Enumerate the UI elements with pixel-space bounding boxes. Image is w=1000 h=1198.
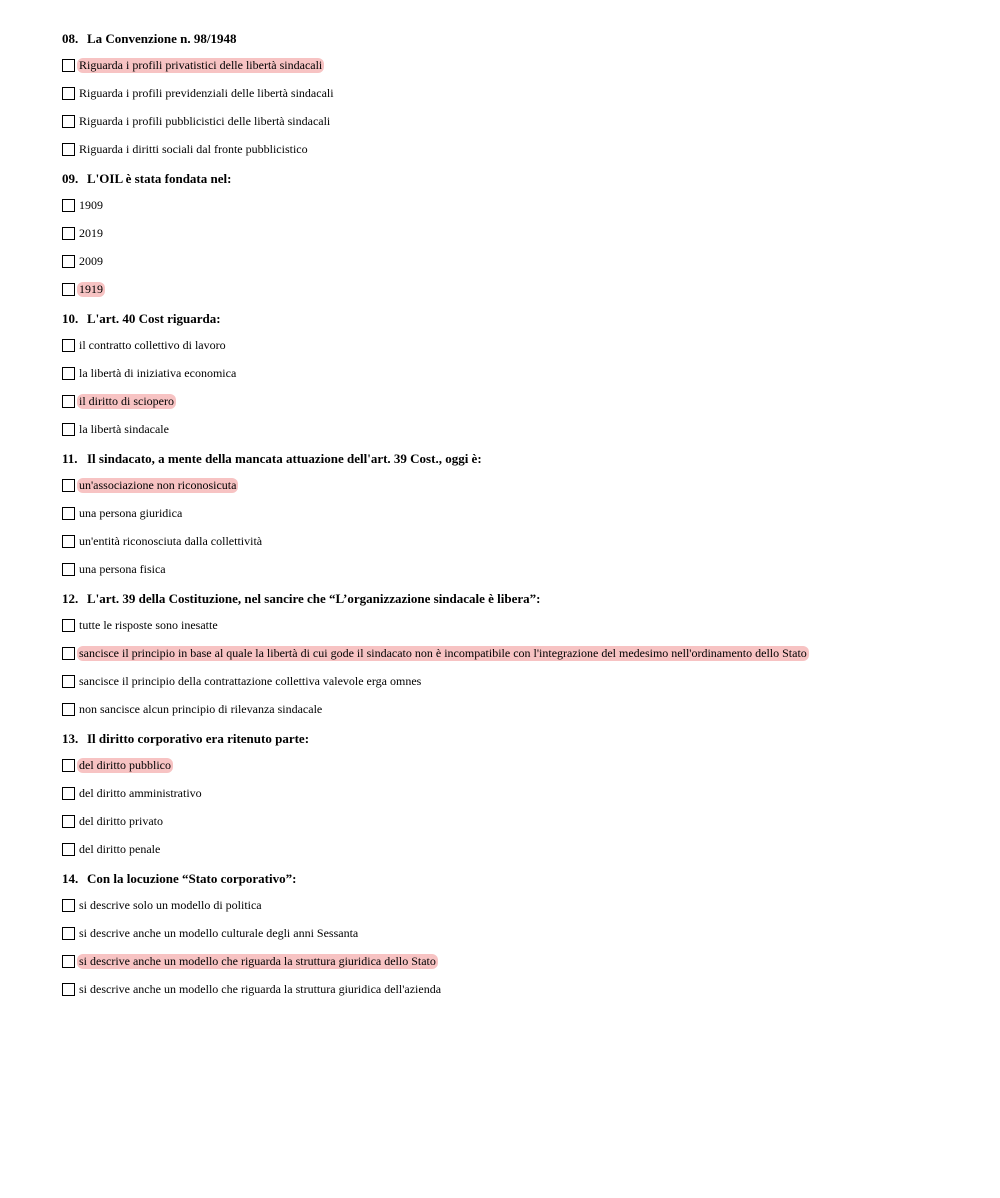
answer-checkbox[interactable] — [62, 255, 75, 268]
answer-label: Riguarda i profili pubblicistici delle libertà sindacali — [79, 114, 331, 128]
answer-checkbox[interactable] — [62, 787, 75, 800]
answer-checkbox[interactable] — [62, 283, 75, 296]
answer-label: si descrive anche un modello culturale degli anni Sessanta — [79, 926, 359, 940]
answer-checkbox[interactable] — [62, 339, 75, 352]
answer-label: la libertà sindacale — [79, 422, 169, 436]
answer-label: non sancisce alcun principio di rilevanza sindacale — [79, 702, 323, 716]
answer-option[interactable] — [62, 252, 962, 271]
question-header — [62, 170, 962, 188]
answer-option[interactable] — [62, 784, 962, 803]
answer-option[interactable] — [62, 812, 962, 831]
answer-checkbox[interactable] — [62, 675, 75, 688]
answer-option[interactable] — [62, 84, 962, 103]
answer-checkbox[interactable] — [62, 983, 75, 996]
question-header — [62, 30, 962, 48]
answer-label: Riguarda i diritti sociali dal fronte pubblicistico — [79, 142, 308, 156]
answer-label: una persona fisica — [79, 562, 166, 576]
answer-label-highlighted: 1919 — [79, 282, 103, 296]
answer-option[interactable] — [62, 420, 962, 439]
answer-option[interactable] — [62, 140, 962, 159]
answer-label: 2009 — [79, 254, 103, 268]
answer-label: sancisce il principio della contrattazione collettiva valevole erga omnes — [79, 674, 422, 688]
question-header — [62, 450, 962, 468]
answer-checkbox[interactable] — [62, 227, 75, 240]
question-text: Con la locuzione “Stato corporativo”: — [87, 871, 297, 886]
answer-option[interactable] — [62, 224, 962, 243]
question-number: 14. — [62, 871, 79, 886]
answer-option[interactable] — [62, 392, 962, 411]
answer-option[interactable] — [62, 280, 962, 299]
answer-option[interactable] — [62, 336, 962, 355]
answer-option[interactable] — [62, 532, 962, 551]
question-header — [62, 730, 962, 748]
answer-option[interactable] — [62, 924, 962, 943]
answer-checkbox[interactable] — [62, 423, 75, 436]
answer-label: 1909 — [79, 198, 103, 212]
question-header — [62, 310, 962, 328]
question-number: 08. — [62, 31, 79, 46]
answer-option[interactable] — [62, 364, 962, 383]
answer-checkbox[interactable] — [62, 647, 75, 660]
answer-option[interactable] — [62, 952, 962, 971]
answer-checkbox[interactable] — [62, 87, 75, 100]
answer-option[interactable] — [62, 504, 962, 523]
answer-label: si descrive anche un modello che riguarda la struttura giuridica dell'azienda — [79, 982, 442, 996]
answer-label-highlighted: un'associazione non riconosicuta — [79, 478, 237, 492]
question-text: L'art. 39 della Costituzione, nel sancire che “L’organizzazione sindacale è libera”: — [87, 591, 541, 606]
answer-option[interactable] — [62, 896, 962, 915]
answer-option[interactable] — [62, 112, 962, 131]
answer-option[interactable] — [62, 616, 962, 635]
answer-label: il contratto collettivo di lavoro — [79, 338, 226, 352]
question-number: 12. — [62, 591, 79, 606]
question-text: Il diritto corporativo era ritenuto parte: — [87, 731, 310, 746]
answer-checkbox[interactable] — [62, 143, 75, 156]
question-header — [62, 590, 962, 608]
question-text: L'art. 40 Cost riguarda: — [87, 311, 221, 326]
question-block — [62, 170, 962, 299]
answer-checkbox[interactable] — [62, 955, 75, 968]
answer-option[interactable] — [62, 476, 962, 495]
answer-checkbox[interactable] — [62, 619, 75, 632]
quiz-list — [62, 30, 962, 1010]
question-block — [62, 870, 962, 999]
answer-checkbox[interactable] — [62, 703, 75, 716]
answer-label: 2019 — [79, 226, 103, 240]
answer-option[interactable] — [62, 196, 962, 215]
answer-label-highlighted: Riguarda i profili privatistici delle libertà sindacali — [79, 58, 323, 72]
answer-label-highlighted: sancisce il principio in base al quale la libertà di cui gode il sindacato non è incompatibile con l'integrazione del medesimo nell'ordinamento dello Stato — [79, 646, 807, 660]
answer-checkbox[interactable] — [62, 563, 75, 576]
answer-checkbox[interactable] — [62, 367, 75, 380]
answer-option[interactable] — [62, 756, 962, 775]
answer-checkbox[interactable] — [62, 479, 75, 492]
answer-label: Riguarda i profili previdenziali delle libertà sindacali — [79, 86, 334, 100]
answer-label-highlighted: il diritto di sciopero — [79, 394, 174, 408]
answer-option[interactable] — [62, 56, 962, 75]
answer-checkbox[interactable] — [62, 199, 75, 212]
answer-label: del diritto penale — [79, 842, 161, 856]
answer-checkbox[interactable] — [62, 927, 75, 940]
answer-label-highlighted: si descrive anche un modello che riguarda la struttura giuridica dello Stato — [79, 954, 436, 968]
question-header — [62, 870, 962, 888]
question-block — [62, 450, 962, 579]
answer-checkbox[interactable] — [62, 815, 75, 828]
answer-label: la libertà di iniziativa economica — [79, 366, 237, 380]
answer-label: un'entità riconosciuta dalla collettività — [79, 534, 263, 548]
answer-option[interactable] — [62, 672, 962, 691]
answer-checkbox[interactable] — [62, 395, 75, 408]
answer-checkbox[interactable] — [62, 843, 75, 856]
answer-checkbox[interactable] — [62, 535, 75, 548]
question-number: 09. — [62, 171, 79, 186]
answer-label: si descrive solo un modello di politica — [79, 898, 262, 912]
answer-checkbox[interactable] — [62, 899, 75, 912]
answer-checkbox[interactable] — [62, 759, 75, 772]
question-number: 10. — [62, 311, 79, 326]
answer-label: tutte le risposte sono inesatte — [79, 618, 218, 632]
question-number: 11. — [62, 451, 78, 466]
answer-checkbox[interactable] — [62, 59, 75, 72]
question-block — [62, 590, 962, 719]
question-number: 13. — [62, 731, 79, 746]
answer-label: del diritto amministrativo — [79, 786, 202, 800]
answer-checkbox[interactable] — [62, 507, 75, 520]
answer-option[interactable] — [62, 560, 962, 579]
answer-option[interactable] — [62, 700, 962, 719]
answer-checkbox[interactable] — [62, 115, 75, 128]
answer-option[interactable] — [62, 980, 962, 999]
question-block — [62, 30, 962, 159]
answer-option[interactable] — [62, 840, 962, 859]
question-text: Il sindacato, a mente della mancata attuazione dell'art. 39 Cost., oggi è: — [87, 451, 482, 466]
question-text: L'OIL è stata fondata nel: — [87, 171, 232, 186]
question-text: La Convenzione n. 98/1948 — [87, 31, 237, 46]
question-block — [62, 310, 962, 439]
answer-label: una persona giuridica — [79, 506, 183, 520]
question-block — [62, 730, 962, 859]
answer-label-highlighted: del diritto pubblico — [79, 758, 171, 772]
answer-option[interactable] — [62, 644, 962, 663]
answer-label: del diritto privato — [79, 814, 163, 828]
